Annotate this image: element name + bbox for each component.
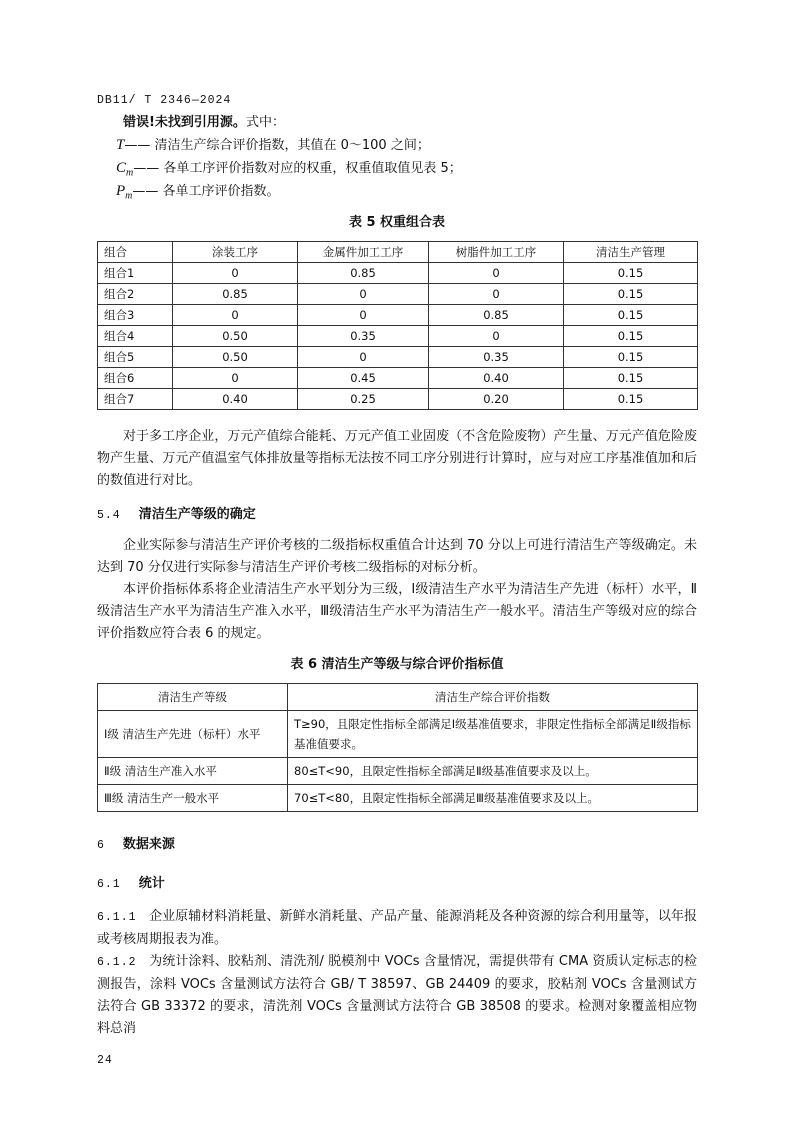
table-cell: 0 — [173, 263, 298, 284]
table-row — [98, 389, 698, 410]
table-cell: 0.40 — [429, 368, 564, 389]
section-title: 清洁生产等级的确定 — [138, 507, 256, 522]
table-cell: 0.85 — [298, 263, 429, 284]
table-cell: 0 — [429, 284, 564, 305]
table-cell: 组合6 — [98, 368, 173, 389]
table-cell: 0.45 — [298, 368, 429, 389]
table-cell: 0 — [173, 368, 298, 389]
variable-t — [97, 134, 697, 157]
clause-text: 企业原辅材料消耗量、新鲜水消耗量、产品产量、能源消耗及各种资源的综合利用量等，以年报或考核周期报表为准。 — [97, 909, 697, 947]
table-header-row — [98, 242, 698, 263]
table-cell: 0.85 — [429, 305, 564, 326]
column-header: 清洁生产综合评价指数 — [288, 684, 698, 711]
table-cell: 0 — [298, 284, 429, 305]
table-cell: 0.50 — [173, 347, 298, 368]
table-cell: 0.20 — [429, 389, 564, 410]
table5-caption: 表 5 权重组合表 — [348, 215, 446, 230]
table-cell: 70≤T<80，且限定性指标全部满足Ⅲ级基准值要求及以上。 — [288, 785, 698, 812]
table-cell: T≥90，且限定性指标全部满足Ⅰ级基准值要求，非限定性指标全部满足Ⅱ级指标基准值要求。 — [288, 711, 698, 758]
table-cell: 0 — [298, 347, 429, 368]
section-6-heading — [97, 834, 697, 857]
table-cell: 组合5 — [98, 347, 173, 368]
table-cell: 0 — [429, 263, 564, 284]
column-header: 金属件加工工序 — [298, 242, 429, 263]
table-cell: 0.35 — [298, 326, 429, 347]
clause-number: 6.1.2 — [97, 956, 137, 969]
paragraph-weight-threshold: 企业实际参与清洁生产评价考核的二级指标权重值合计达到 70 分以上可进行清洁生产等级确定。未达到 70 分仅进行实际参与清洁生产评价考核二级指标的对标分析。 — [97, 538, 697, 575]
table-cell: Ⅰ级 清洁生产先进（标杆）水平 — [98, 711, 288, 758]
column-header: 清洁生产等级 — [98, 684, 288, 711]
paragraph-grade-levels: 本评价指标体系将企业清洁生产水平划分为三级，Ⅰ级清洁生产水平为清洁生产先进（标杆）水平，Ⅱ级清洁生产水平为清洁生产准入水平，Ⅲ级清洁生产水平为清洁生产一般水平。清洁生产等级对应的综合评价指数应符合表 6 的规定。 — [97, 582, 697, 641]
clause-6-1-1 — [97, 906, 697, 951]
table-cell: Ⅱ级 清洁生产准入水平 — [98, 758, 288, 785]
page-number: 24 — [97, 1054, 113, 1067]
var-desc: —— 各单工序评价指数。 — [132, 184, 280, 199]
variable-pm — [97, 180, 697, 203]
table-cell: 0.85 — [173, 284, 298, 305]
table-cell: 组合4 — [98, 326, 173, 347]
table-cell: 0.25 — [298, 389, 429, 410]
table-cell: 组合1 — [98, 263, 173, 284]
clause-number: 6.1.1 — [97, 911, 137, 924]
section-number: 6.1 — [97, 878, 121, 891]
where-label: 式中： — [245, 115, 285, 130]
document-code: DB11/ T 2346—2024 — [97, 94, 232, 107]
table-cell: 0.50 — [173, 326, 298, 347]
var-desc: —— 清洁生产综合评价指数，其值在 0～100 之间； — [124, 138, 430, 153]
table-row — [98, 711, 698, 758]
table-cell: 组合2 — [98, 284, 173, 305]
grade-table — [97, 683, 698, 812]
table-row — [98, 347, 698, 368]
section-number: 6 — [97, 839, 105, 852]
table-row — [98, 305, 698, 326]
section-6-1-heading — [97, 873, 697, 896]
table-cell: 组合7 — [98, 389, 173, 410]
clause-6-1-2 — [97, 951, 697, 1040]
table-header-row — [98, 684, 698, 711]
table-row — [98, 263, 698, 284]
var-symbol: T — [116, 137, 125, 153]
table-cell: 0.35 — [429, 347, 564, 368]
var-subscript: m — [126, 167, 134, 179]
formula-reference — [97, 112, 697, 134]
column-header: 清洁生产管理 — [564, 242, 698, 263]
clause-text: 为统计涂料、胶粘剂、清洗剂/ 脱模剂中 VOCs 含量情况，需提供带有 CMA 资质认定标志的检测报告，涂料 VOCs 含量测试方法符合 GB/ T 38597、GB 24409 的要求，胶粘剂 VOCs 含量测试方法符合 GB 33372 的要求，清洗剂 VOCs 含量测试方法符合 GB 38508 的要求。检测对象覆盖相应物料总消 — [97, 954, 697, 1036]
section-5-4-heading — [97, 504, 697, 527]
var-subscript: m — [125, 190, 133, 202]
table-cell: 0.15 — [564, 284, 698, 305]
table-cell: 0.15 — [564, 389, 698, 410]
section-title: 数据来源 — [122, 837, 175, 852]
var-symbol: C — [116, 160, 127, 176]
table-row — [98, 284, 698, 305]
table-cell: 0.15 — [564, 326, 698, 347]
table-row — [98, 785, 698, 812]
table-cell: 0 — [298, 305, 429, 326]
table-cell: 80≤T<90，且限定性指标全部满足Ⅱ级基准值要求及以上。 — [288, 758, 698, 785]
table6-caption: 表 6 清洁生产等级与综合评价指标值 — [290, 657, 504, 672]
section-title: 统计 — [138, 876, 165, 891]
var-symbol: P — [116, 183, 126, 199]
weight-table — [97, 241, 698, 410]
table-cell: 0.15 — [564, 347, 698, 368]
table-cell: 0.15 — [564, 305, 698, 326]
table-cell: 0.15 — [564, 368, 698, 389]
table-cell: 0 — [429, 326, 564, 347]
table-cell: 组合3 — [98, 305, 173, 326]
table-row — [98, 758, 698, 785]
column-header: 组合 — [98, 242, 173, 263]
table-row — [98, 326, 698, 347]
column-header: 涂装工序 — [173, 242, 298, 263]
column-header: 树脂件加工工序 — [429, 242, 564, 263]
var-desc: —— 各单工序评价指数对应的权重，权重值取值见表 5； — [133, 161, 462, 176]
reference-error: 错误!未找到引用源。 — [123, 115, 246, 130]
table-cell: 0.15 — [564, 263, 698, 284]
table-row — [98, 368, 698, 389]
section-number: 5.4 — [97, 509, 121, 522]
table-cell: 0 — [173, 305, 298, 326]
paragraph-multi-process: 对于多工序企业，万元产值综合能耗、万元产值工业固废（不含危险废物）产生量、万元产值危险废物产生量、万元产值温室气体排放量等指标无法按不同工序分别进行计算时，应与对应工序基准值加和后的数值进行对比。 — [97, 429, 697, 488]
table-cell: Ⅲ级 清洁生产一般水平 — [98, 785, 288, 812]
table-cell: 0.40 — [173, 389, 298, 410]
variable-cm — [97, 157, 697, 180]
